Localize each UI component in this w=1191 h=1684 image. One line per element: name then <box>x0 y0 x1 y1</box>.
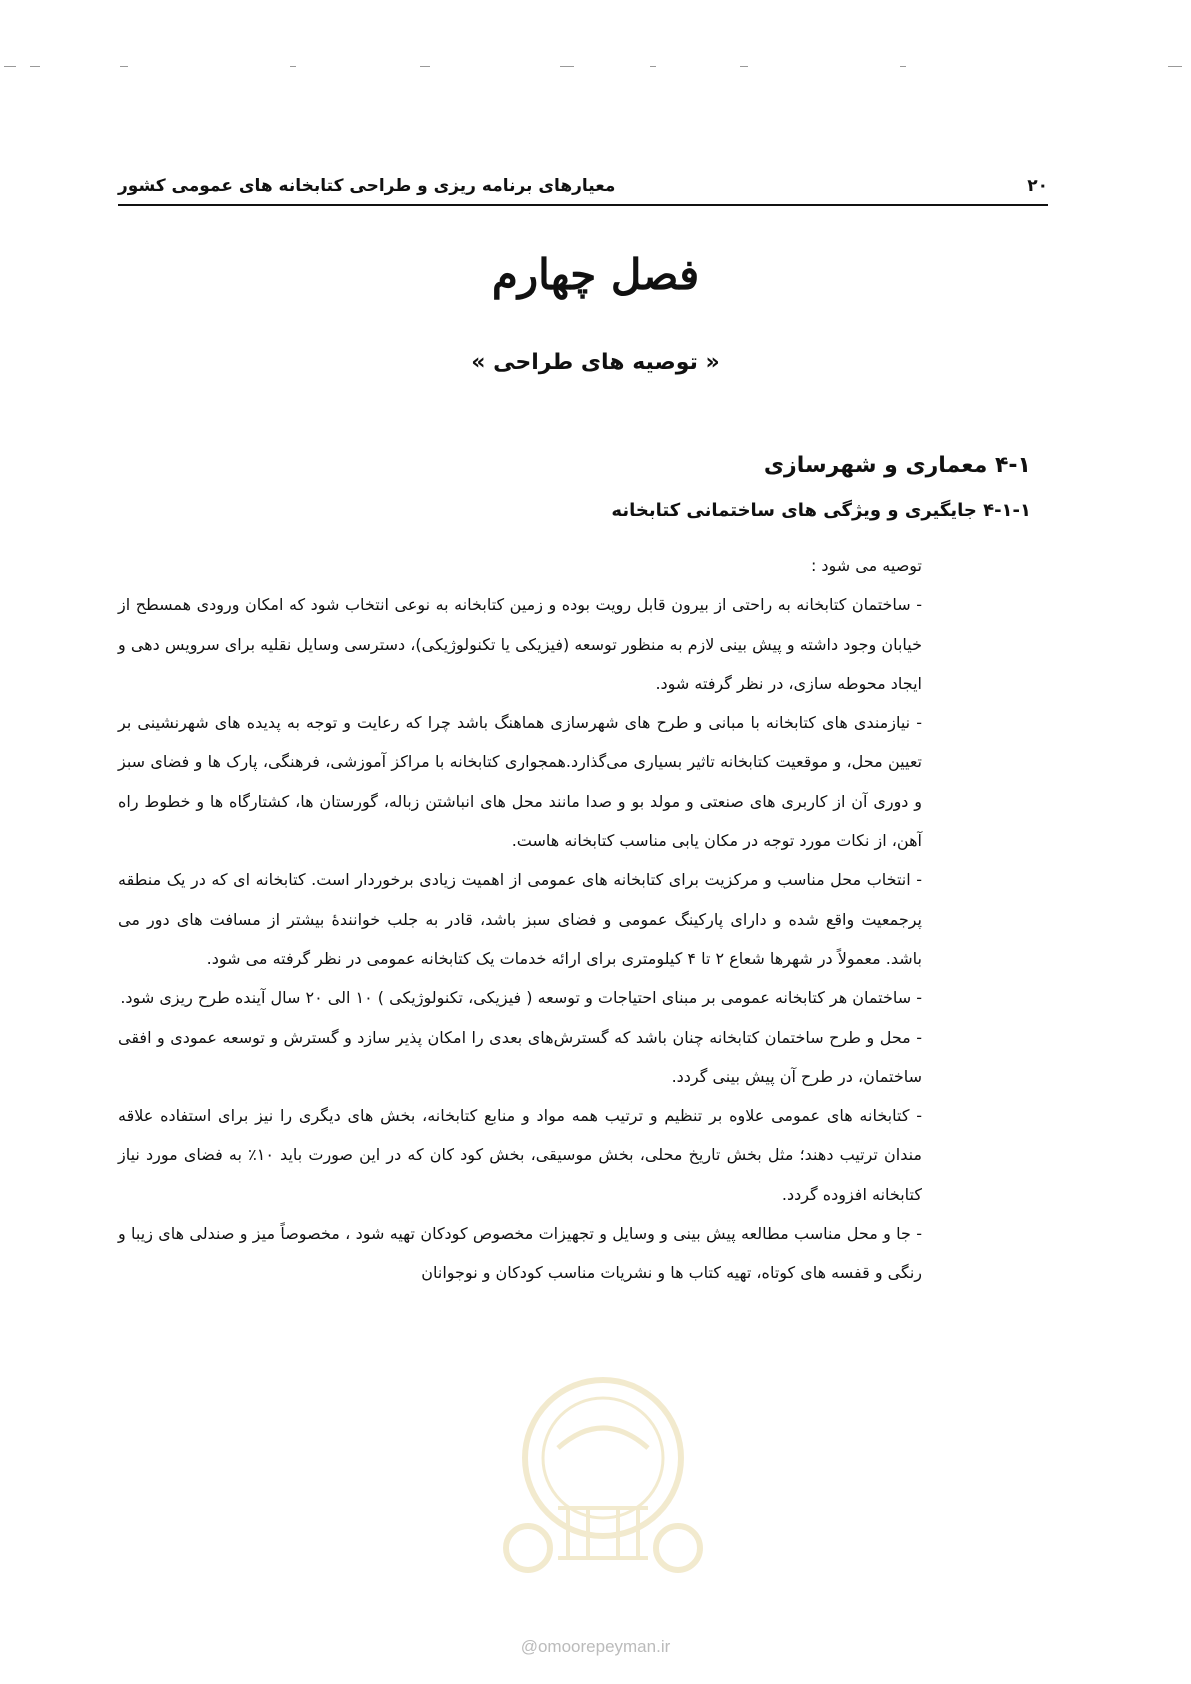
section-heading: ۴-۱ معماری و شهرسازی <box>763 453 1031 478</box>
paragraph: - ساختمان هر کتابخانه عمومی بر مبنای احتیاجات و توسعه ( فیزیکی، تکنولوژیکی ) ۱۰ الی ۲۰ سال آینده طرح ریزی شود. <box>120 988 922 1008</box>
header-rule <box>118 204 1048 206</box>
running-title: معیارهای برنامه ریزی و طراحی کتابخانه های عمومی کشور <box>118 176 616 196</box>
scan-edge-marks <box>0 66 1191 70</box>
page-header <box>118 176 1048 206</box>
paragraph: - محل و طرح ساختمان کتابخانه چنان باشد که گسترش‌های بعدی را امکان پذیر سازد و گسترش و توسعه عمودی و افقی ساختمان، در طرح آن پیش بینی گردد. <box>118 1027 922 1086</box>
paragraph: - نیازمندی های کتابخانه با مبانی و طرح های شهرسازی هماهنگ باشد چرا که رعایت و توجه به پدیده های شهرنشینی بر تعیین محل، و موقعیت کتابخانه تاثیر بسیاری می‌گذارد.همجواری کتابخانه با مراکز آموزشی، فرهنگی، پارک ها و فضای سبز و دوری آن از کاربری های صنعتی و مولد بو و صدا مانند محل های انباشتن زباله، گورستان ها، کشتارگاه ها و خطوط راه آهن، از نکات مورد توجه در مکان یابی مناسب کتابخانه هاست. <box>118 713 922 851</box>
body-text <box>118 546 922 1293</box>
stamp-seal <box>488 1358 718 1588</box>
chapter-title: فصل چهارم <box>491 250 700 299</box>
paragraph: - کتابخانه های عمومی علاوه بر تنظیم و ترتیب همه مواد و منابع کتابخانه، بخش های دیگری را نیز برای استفاده علاقه مندان ترتیب دهند؛ مثل بخش تاریخ محلی، بخش موسیقی، بخش کود کان که در این صورت باید ۱۰٪ به فضای مورد نیاز کتابخانه افزوده گردد. <box>118 1106 923 1204</box>
paragraph: - ساختمان کتابخانه به راحتی از بیرون قابل رویت بوده و زمین کتابخانه به نوعی انتخاب شود که امکان ورودی همسطح از خیابان وجود داشته و پیش بینی لازم به منظور توسعه (فیزیکی یا تکنولوژیکی)، دسترسی وسایل نقلیه برای سرویس دهی و ایجاد محوطه سازی، در نظر گرفته شود. <box>118 595 922 693</box>
watermark: @omoorepeyman.ir <box>520 1637 671 1656</box>
page-number: ۲۰ <box>1027 176 1048 196</box>
subsection-heading: ۴-۱-۱ جایگیری و ویژگی های ساختمانی کتابخانه <box>611 500 1031 521</box>
chapter-subtitle: « توصیه های طراحی » <box>471 350 720 375</box>
intro-line: توصیه می شود : <box>810 556 922 575</box>
paragraph: - جا و محل مناسب مطالعه پیش بینی و وسایل و تجهیزات مخصوص کودکان تهیه شود ، مخصوصاً میز و صندلی های زیبا و رنگی و قفسه های کوتاه، تهیه کتاب ها و نشریات مناسب کودکان و نوجوانان <box>118 1224 922 1283</box>
paragraph: - انتخاب محل مناسب و مرکزیت برای کتابخانه های عمومی از اهمیت زیادی برخوردار است. کتابخانه ای که در یک منطقه پرجمعیت واقع شده و دارای پارکینگ عمومی و فضای سبز باشد، قادر به جلب خوانندهٔ بیشتر از مسافت های دور می باشد. معمولاً در شهرها شعاع ۲ تا ۴ کیلومتری برای ارائه خدمات یک کتابخانه عمومی در نظر گرفته می شود. <box>118 870 922 968</box>
